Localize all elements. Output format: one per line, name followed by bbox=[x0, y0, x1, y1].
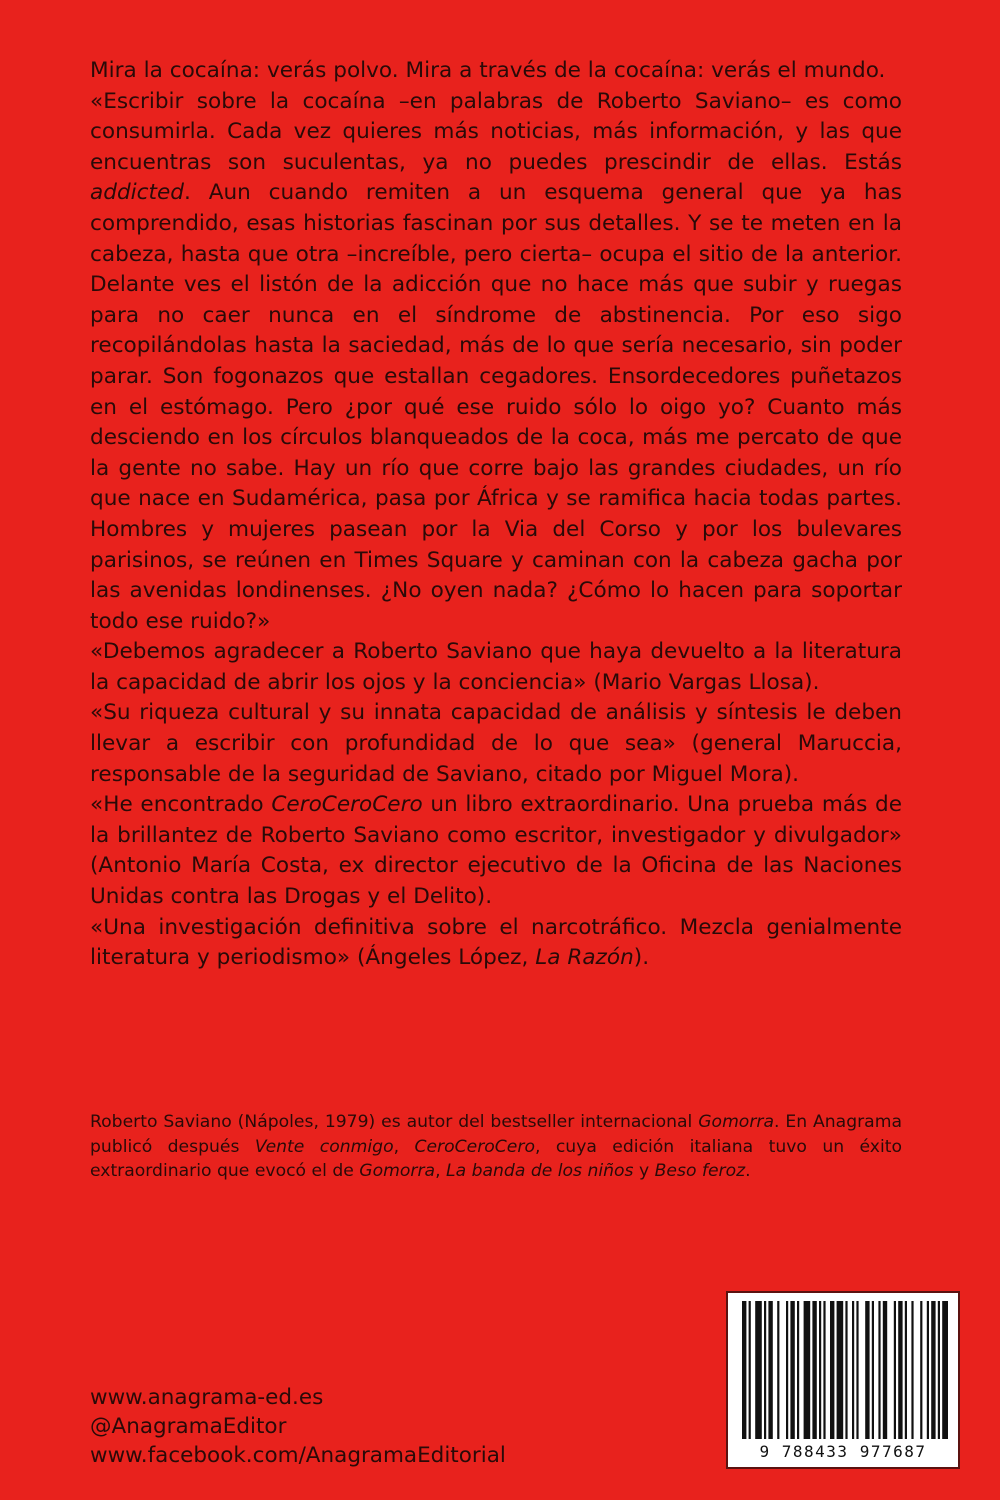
barcode-bar bbox=[777, 1301, 779, 1439]
bio-text: y bbox=[633, 1161, 655, 1182]
barcode-bar bbox=[755, 1301, 762, 1439]
barcode-bar bbox=[898, 1301, 902, 1439]
barcode-bar bbox=[942, 1301, 948, 1439]
review-text-part: «He encontrado bbox=[90, 792, 272, 818]
isbn-number: 9 788433 977687 bbox=[759, 1442, 927, 1461]
bio-book-title: CeroCeroCero bbox=[414, 1136, 535, 1157]
review-maruccia: «Su riqueza cultural y su innata capacidad de análisis y síntesis le deben llevar a escribir con profundidad de lo que sea» (general Maruccia, responsable de la seguridad de Saviano, citado por Miguel Mora). bbox=[90, 700, 902, 787]
barcode-bar bbox=[830, 1301, 834, 1439]
twitter-handle[interactable]: @AnagramaEditor bbox=[90, 1414, 287, 1439]
blurb-author-quote bbox=[90, 87, 902, 638]
barcode-bar bbox=[931, 1301, 935, 1439]
barcode-bar bbox=[797, 1301, 799, 1439]
bio-book-title: La banda de los niños bbox=[446, 1161, 634, 1182]
barcode-bar bbox=[812, 1301, 816, 1439]
review-text-part: ). bbox=[633, 945, 650, 971]
barcode-bar bbox=[938, 1301, 940, 1439]
book-title: CeroCeroCero bbox=[271, 792, 423, 818]
bio-book-title: Beso feroz bbox=[654, 1161, 746, 1182]
bio-text: . bbox=[745, 1161, 751, 1182]
facebook-link[interactable]: www.facebook.com/AnagramaEditorial bbox=[90, 1443, 506, 1468]
barcode-bar bbox=[911, 1301, 913, 1439]
review-text-part: «Una investigación definitiva sobre el narcotráfico. Mezcla genialmente literatura y periodismo» (Ángeles López, bbox=[90, 914, 902, 971]
barcode-bar bbox=[837, 1301, 844, 1439]
barcode-bar bbox=[894, 1301, 896, 1439]
barcode-bar bbox=[823, 1301, 825, 1439]
barcode-bar bbox=[768, 1301, 772, 1439]
barcode-bar bbox=[883, 1301, 887, 1439]
author-bio-text bbox=[90, 1110, 902, 1184]
bio-text: . En Anagrama publicó después bbox=[90, 1112, 902, 1157]
barcode-bar bbox=[852, 1301, 854, 1439]
review-text-part: un libro extraordinario. Una prueba más de la brillantez de Roberto Saviano como escritor, investigador y divulgador» (Antonio María Costa, ex director ejecutivo de la Oficina de las Naciones Unidas contra las Drogas y el Delito). bbox=[90, 792, 903, 910]
barcode-bars bbox=[738, 1301, 948, 1441]
barcode-bar bbox=[905, 1301, 907, 1439]
bio-text: , bbox=[393, 1136, 415, 1157]
review-costa bbox=[90, 790, 902, 912]
barcode-bar bbox=[856, 1301, 858, 1439]
barcode-bar bbox=[865, 1301, 869, 1439]
back-cover-blurb bbox=[90, 56, 902, 974]
bio-book-title: Gomorra bbox=[698, 1112, 774, 1132]
publisher-contact bbox=[90, 1383, 506, 1470]
barcode-bar bbox=[786, 1301, 788, 1439]
barcode-bar bbox=[742, 1301, 746, 1439]
isbn-barcode bbox=[726, 1291, 960, 1469]
addicted-word: addicted bbox=[90, 180, 184, 206]
bio-book-title: Gomorra bbox=[359, 1161, 436, 1182]
bio-book-title: Vente conmigo bbox=[254, 1136, 394, 1157]
bio-text: , cuya edición italiana tuvo un éxito extraordinario que evocó el de bbox=[90, 1136, 902, 1182]
website-link[interactable]: www.anagrama-ed.es bbox=[90, 1385, 324, 1410]
barcode-bar bbox=[878, 1301, 880, 1439]
barcode-bar bbox=[819, 1301, 821, 1439]
bio-text: Roberto Saviano (Nápoles, 1979) es autor del bestseller internacional bbox=[90, 1112, 699, 1132]
barcode-bar bbox=[845, 1301, 847, 1439]
barcode-bar bbox=[927, 1301, 929, 1439]
review-vargas-llosa: «Debemos agradecer a Roberto Saviano que haya devuelto a la literatura la capacidad de abrir los ojos y la conciencia» (Mario Vargas Llosa). bbox=[90, 639, 902, 695]
author-bio bbox=[90, 1110, 902, 1184]
quote-text-part: «Escribir sobre la cocaína –en palabras de Roberto Saviano– es como consumirla. Cada vez quieres más noticias, más información, y las que encuentras son suculentas, ya no puedes prescindir de ellas. Estás bbox=[90, 88, 902, 175]
barcode-bar bbox=[749, 1301, 751, 1439]
review-source: La Razón bbox=[535, 945, 634, 971]
barcode-bar bbox=[790, 1301, 794, 1439]
barcode-bar bbox=[804, 1301, 811, 1439]
review-la-razon bbox=[90, 913, 902, 974]
quote-text-part: . Aun cuando remiten a un esquema general que ya has comprendido, esas historias fascinan por sus detalles. Y se te meten en la cabeza, hasta que otra –increíble, pero cierta– ocupa el sitio de la anterior. Delante ves el listón de la adicción que no hace más que subir y ruegas para no caer nunca en el síndrome de abstinencia. Por eso sigo recopilándolas hasta la saciedad, más de lo que sería necesario, sin poder parar. Son fogonazos que estallan cegadores. Ensordecedores puñetazos en el estómago. Pero ¿por qué ese ruido sólo lo oigo yo? Cuanto más desciendo en los círculos blanqueados de la coca, más me percato de que la gente no sabe. Hay un río que corre bajo las grandes ciudades, un río que nace en Sudamérica, pasa por África y se ramifica hacia todas partes. Hombres y mujeres pasean por la Via del Corso y por los bulevares parisinos, se reúnen en Times Square y caminan con la cabeza gacha por las avenidas londinenses. ¿No oyen nada? ¿Cómo lo hacen para soportar todo ese ruido?» bbox=[90, 180, 902, 634]
barcode-bar bbox=[872, 1301, 874, 1439]
bio-text: , bbox=[435, 1161, 446, 1182]
blurb-opening-line: Mira la cocaína: verás polvo. Mira a través de la cocaína: verás el mundo. bbox=[90, 58, 886, 83]
barcode-bar bbox=[764, 1301, 766, 1439]
barcode-bar bbox=[920, 1301, 922, 1439]
